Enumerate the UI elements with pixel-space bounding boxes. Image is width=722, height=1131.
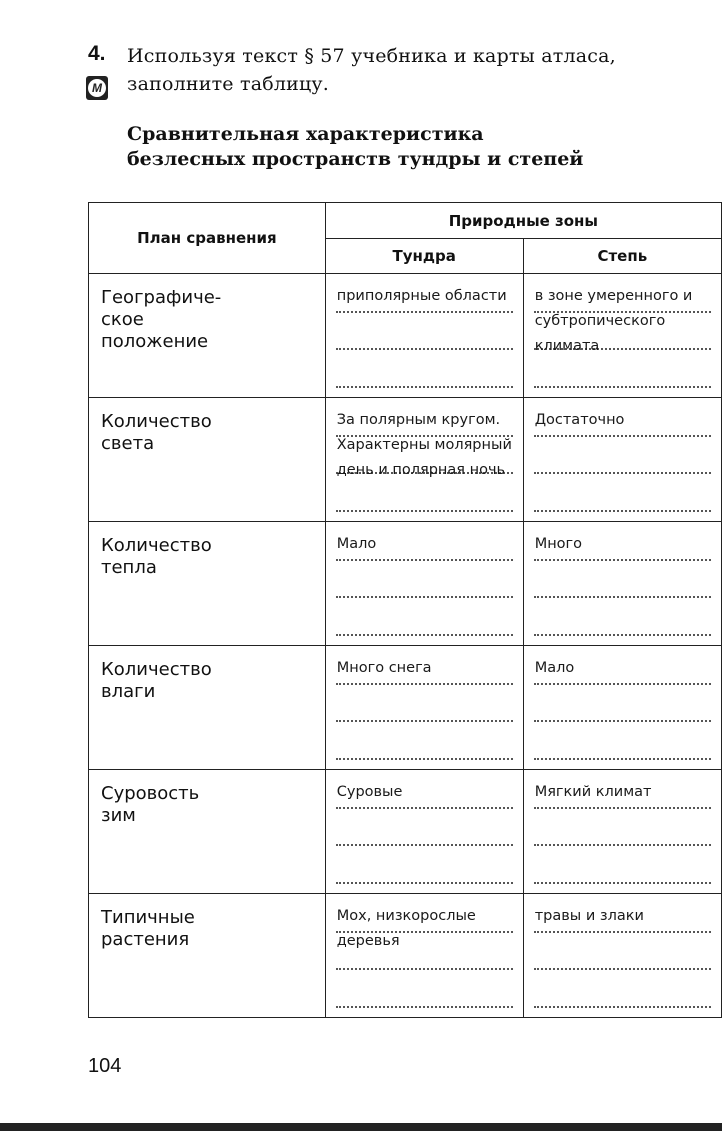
answer-line[interactable] (534, 758, 711, 760)
answer-line[interactable] (534, 596, 711, 598)
steppe-cell (523, 398, 721, 522)
answer-text: Суровые (336, 784, 403, 800)
answer-line[interactable] (336, 807, 513, 809)
plan-cell (89, 274, 326, 398)
tundra-cell (325, 522, 523, 646)
task-text: Используя текст § 57 учебника и карты атласа, заполните таблицу. (127, 45, 616, 95)
answer-line[interactable] (534, 386, 711, 388)
answer-line[interactable] (336, 386, 513, 388)
answer-line[interactable] (336, 596, 513, 598)
answer-line[interactable] (534, 683, 711, 685)
answer-line[interactable] (534, 435, 711, 437)
steppe-cell (523, 894, 721, 1018)
plan-cell (89, 894, 326, 1018)
row-label: Количество влаги (101, 659, 212, 702)
answer-line[interactable] (534, 510, 711, 512)
answer-line[interactable] (534, 968, 711, 970)
header-tundra: Тундра (325, 239, 523, 274)
table-row (89, 646, 722, 770)
tundra-cell (325, 274, 523, 398)
plan-cell (89, 398, 326, 522)
steppe-cell (523, 770, 721, 894)
task-number: 4. (88, 42, 106, 65)
answer-line[interactable] (336, 683, 513, 685)
answer-text: Мох, низкорослые деревья (336, 908, 476, 949)
answer-line[interactable] (534, 720, 711, 722)
tundra-cell (325, 646, 523, 770)
answer-line[interactable] (336, 1006, 513, 1008)
answer-line[interactable] (534, 931, 711, 933)
answer-line[interactable] (336, 311, 513, 313)
answer-line[interactable] (534, 634, 711, 636)
answer-text: Достаточно (534, 412, 625, 428)
header-steppe: Степь (523, 239, 721, 274)
page-number: 104 (88, 1055, 122, 1077)
answer-text: Мало (534, 660, 575, 676)
table-row (89, 274, 722, 398)
row-label: Суровость зим (101, 783, 200, 826)
answer-text: Мягкий климат (534, 784, 652, 800)
answer-line[interactable] (534, 882, 711, 884)
method-badge-icon: М (86, 76, 108, 100)
table-row (89, 398, 722, 522)
steppe-cell (523, 274, 721, 398)
answer-line[interactable] (534, 844, 711, 846)
header-plan: План сравнения (89, 203, 326, 274)
header-zones: Природные зоны (325, 203, 721, 239)
row-label: Типичные растения (101, 907, 195, 950)
answer-line[interactable] (336, 634, 513, 636)
steppe-cell (523, 522, 721, 646)
answer-text: За полярным кругом. Характерны молярный день и полярная ночь (336, 412, 512, 478)
row-label: Географиче- ское положение (101, 287, 222, 352)
answer-line[interactable] (534, 472, 711, 474)
plan-cell (89, 646, 326, 770)
scan-edge (0, 1123, 722, 1131)
comparison-table (88, 202, 722, 1018)
table-row (89, 894, 722, 1018)
row-label: Количество тепла (101, 535, 212, 578)
answer-line[interactable] (336, 559, 513, 561)
steppe-cell (523, 646, 721, 770)
table-row (89, 522, 722, 646)
row-label: Количество света (101, 411, 212, 454)
answer-line[interactable] (534, 1006, 711, 1008)
answer-line[interactable] (336, 882, 513, 884)
table-row (89, 770, 722, 894)
answer-text: травы и злаки (534, 908, 644, 924)
answer-line[interactable] (336, 720, 513, 722)
answer-line[interactable] (336, 844, 513, 846)
tundra-cell (325, 398, 523, 522)
answer-text: Мало (336, 536, 377, 552)
tundra-cell (325, 894, 523, 1018)
answer-line[interactable] (534, 807, 711, 809)
answer-text: приполярные области (336, 288, 507, 304)
answer-text: Много снега (336, 660, 432, 676)
table-title: Сравнительная характеристика безлесных пространств тундры и степей (127, 123, 584, 170)
answer-line[interactable] (336, 968, 513, 970)
answer-line[interactable] (534, 559, 711, 561)
tundra-cell (325, 770, 523, 894)
answer-line[interactable] (336, 348, 513, 350)
answer-line[interactable] (336, 758, 513, 760)
answer-text: Много (534, 536, 583, 552)
answer-line[interactable] (336, 510, 513, 512)
plan-cell (89, 770, 326, 894)
plan-cell (89, 522, 326, 646)
answer-text: в зоне умеренного и субтропического климата (534, 288, 693, 354)
